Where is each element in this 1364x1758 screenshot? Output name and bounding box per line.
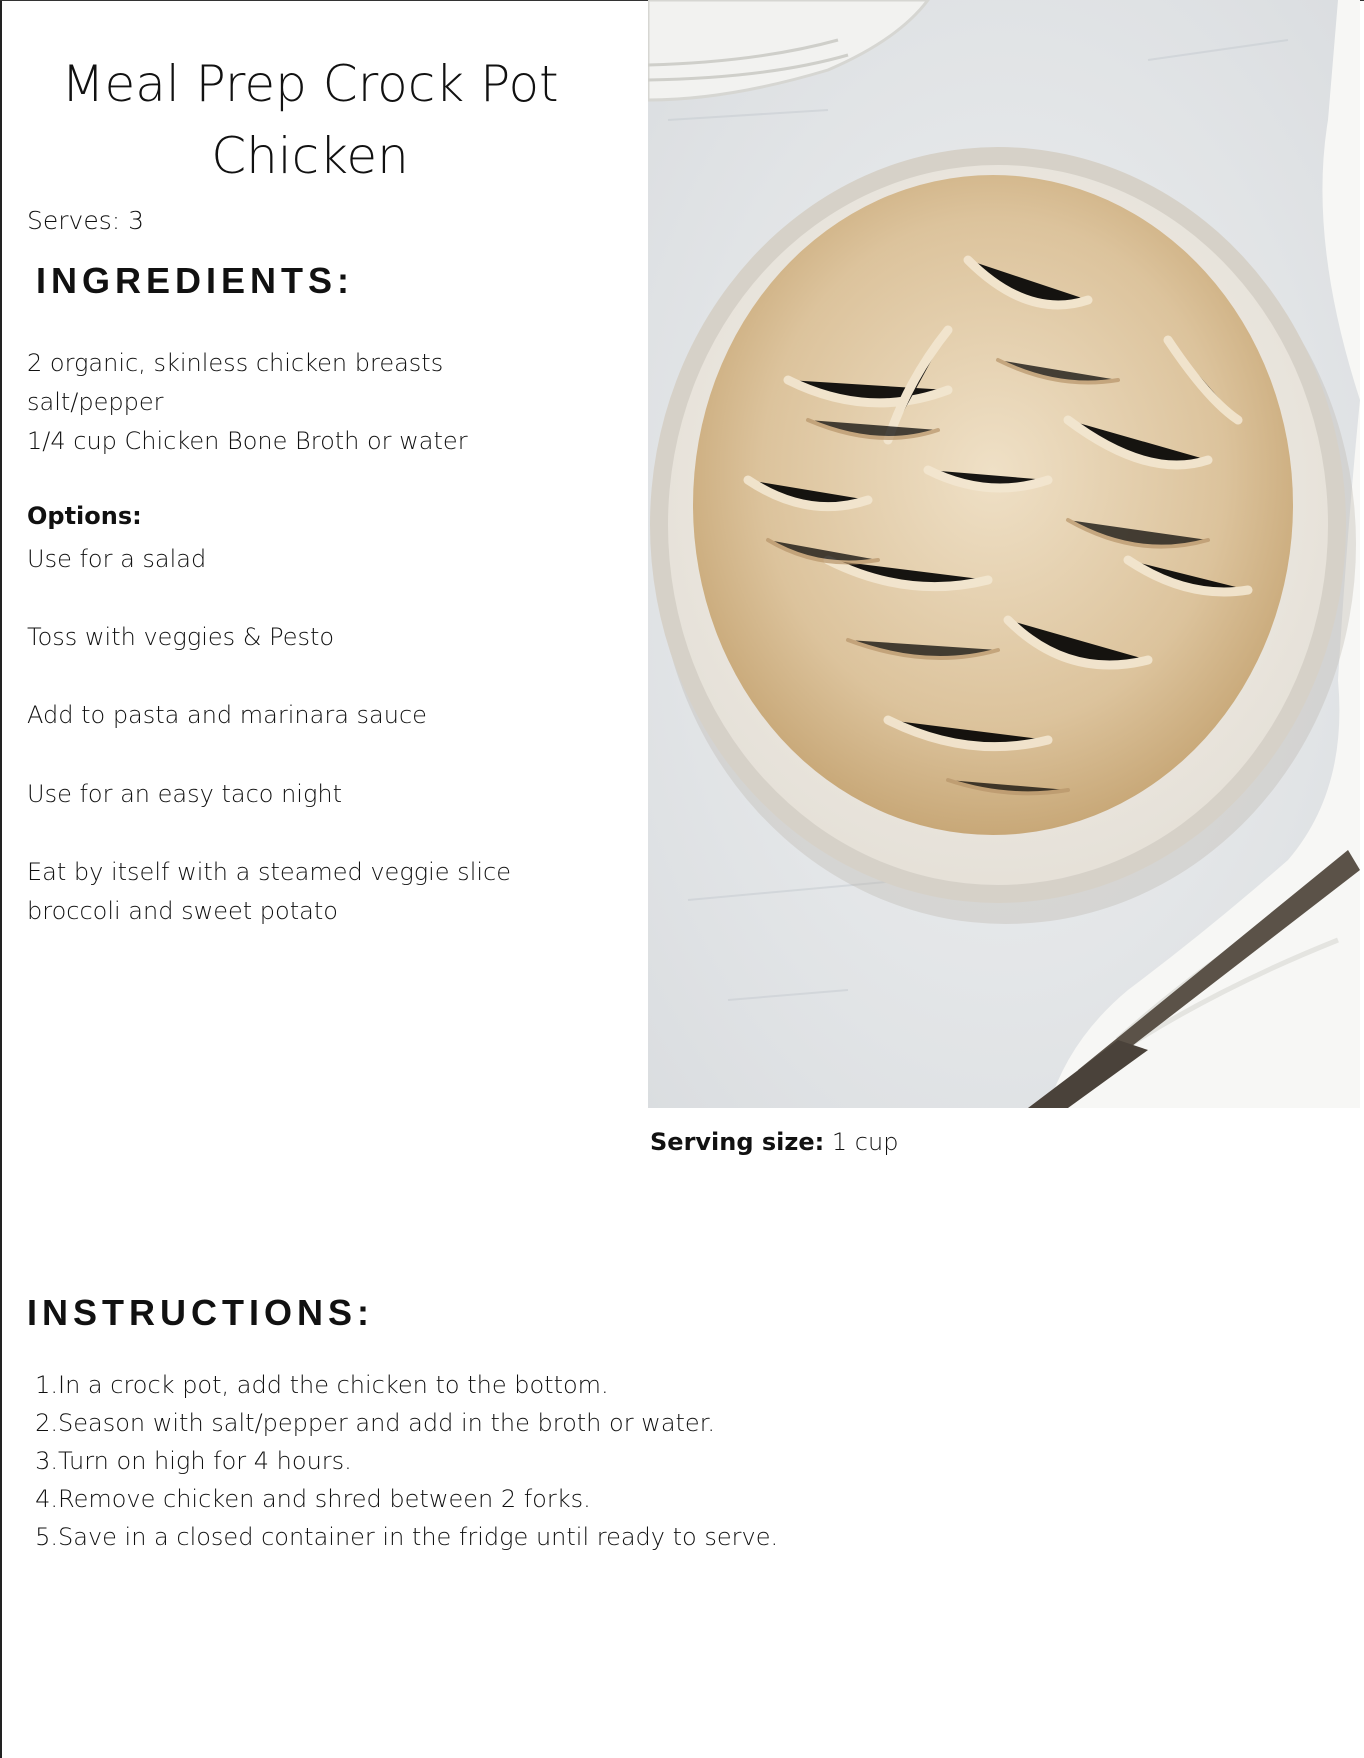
step-number: 4.: [35, 1485, 58, 1513]
serves-text: Serves: 3: [27, 206, 145, 235]
option-item: Use for an easy taco night: [27, 780, 342, 808]
option-item: Use for a salad: [27, 545, 207, 573]
instruction-step: [30, 1404, 930, 1442]
step-text: Turn on high for 4 hours.: [58, 1447, 352, 1475]
instruction-step: [30, 1518, 930, 1556]
step-number: 3.: [35, 1447, 58, 1475]
serving-size-label: Serving size:: [650, 1128, 825, 1156]
instructions-list: [30, 1366, 930, 1556]
photo-illustration: [648, 0, 1360, 1108]
ingredients-list: [27, 344, 627, 461]
serving-size-value: 1 cup: [831, 1128, 899, 1156]
serving-size: [650, 1128, 898, 1156]
step-text: Save in a closed container in the fridge until ready to serve.: [58, 1523, 779, 1551]
step-text: In a crock pot, add the chicken to the bottom.: [58, 1371, 609, 1399]
ingredient-item: 2 organic, skinless chicken breasts: [27, 349, 444, 377]
ingredient-item: salt/pepper: [27, 388, 164, 416]
step-number: 1.: [35, 1371, 58, 1399]
option-item: Toss with veggies & Pesto: [27, 623, 335, 651]
instruction-step: [30, 1480, 930, 1518]
step-text: Remove chicken and shred between 2 forks.: [58, 1485, 591, 1513]
instruction-step: [30, 1366, 930, 1404]
page-left-border: [0, 0, 2, 1758]
option-item: Add to pasta and marinara sauce: [27, 701, 427, 729]
shredded-chicken-bowl-photo: [648, 0, 1360, 1108]
step-text: Season with salt/pepper and add in the broth or water.: [58, 1409, 715, 1437]
step-number: 5.: [35, 1523, 58, 1551]
step-number: 2.: [35, 1409, 58, 1437]
option-item: Eat by itself with a steamed veggie slice broccoli and sweet potato: [27, 858, 511, 925]
ingredient-item: 1/4 cup Chicken Bone Broth or water: [27, 427, 468, 455]
instructions-heading: INSTRUCTIONS:: [27, 1292, 374, 1333]
recipe-title: Meal Prep Crock Pot Chicken: [61, 55, 559, 185]
instruction-step: [30, 1442, 930, 1480]
ingredients-heading: INGREDIENTS:: [36, 260, 355, 301]
options-label: Options:: [27, 502, 142, 530]
